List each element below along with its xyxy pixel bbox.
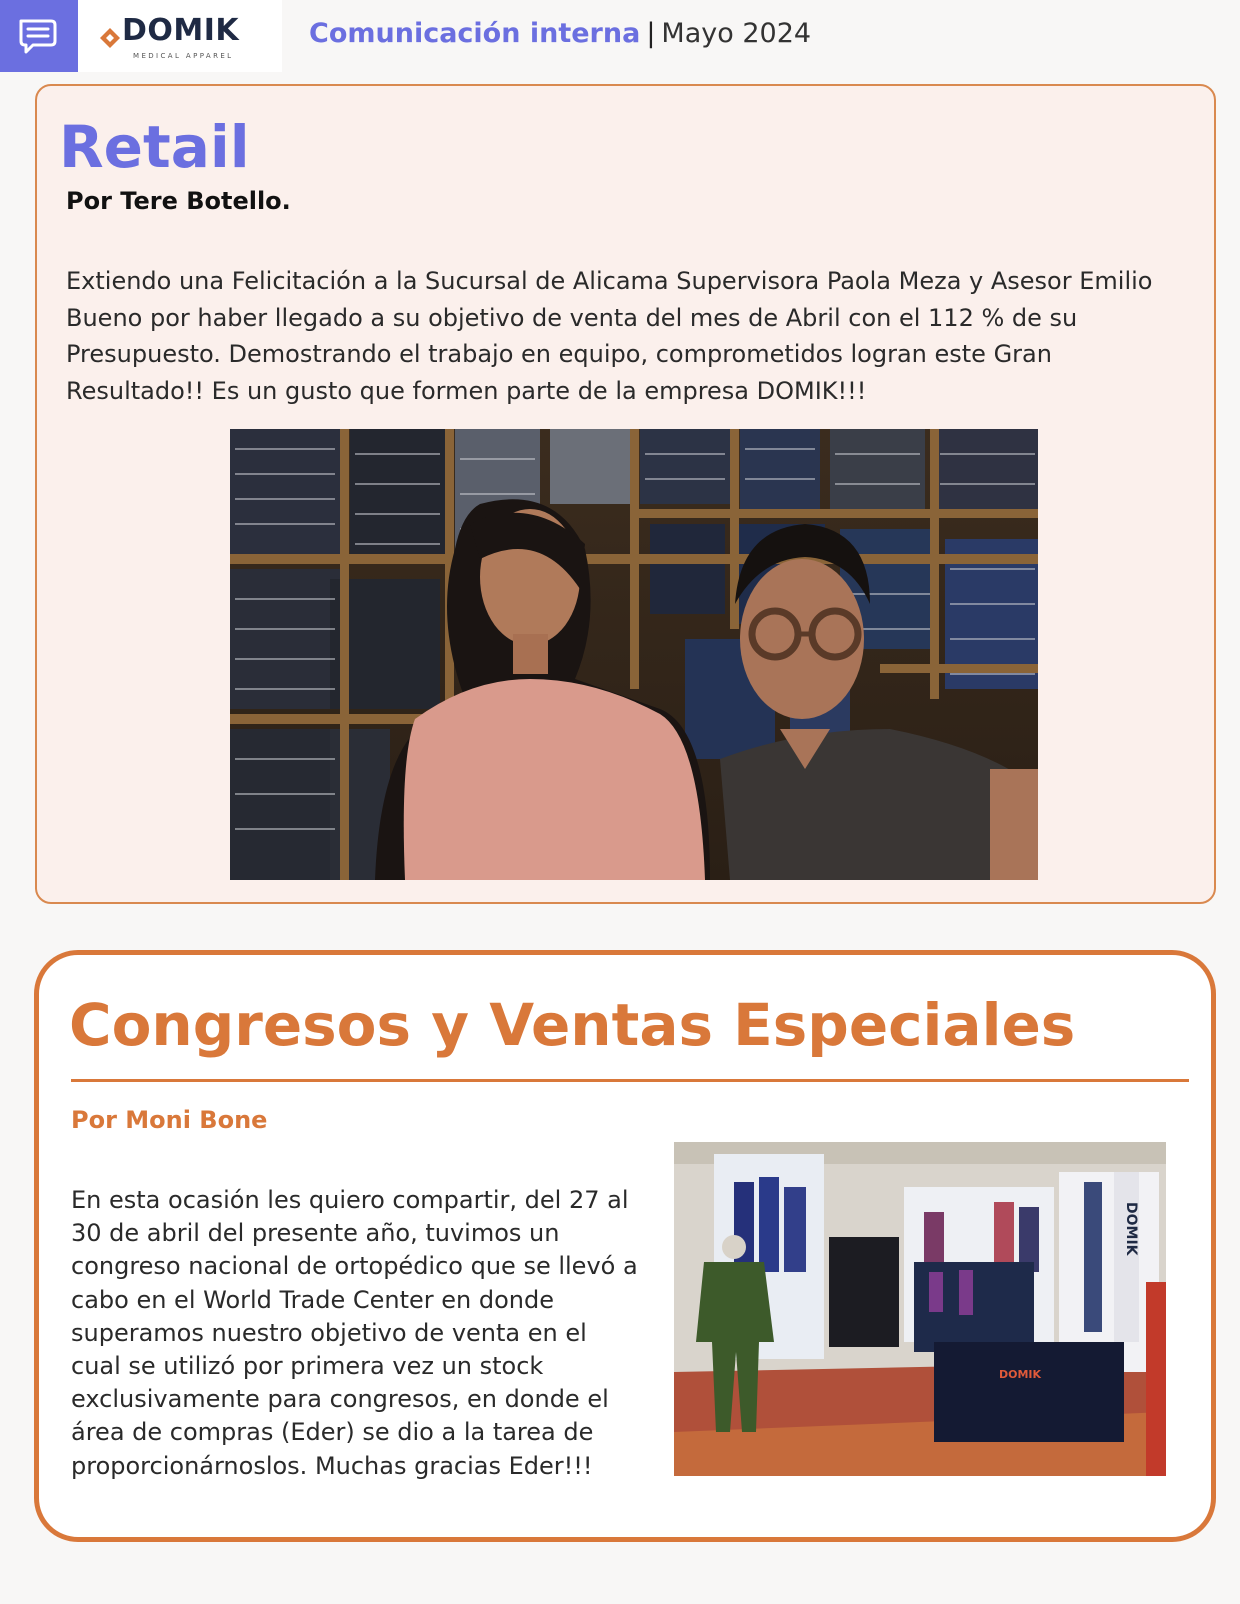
title-separator: |	[646, 18, 656, 49]
congresos-title: Congresos y Ventas Especiales	[69, 991, 1076, 1059]
page-title	[309, 16, 811, 52]
congresos-body: En esta ocasión les quiero compartir, del 27 al 30 de abril del presente año, tuvimos un congreso nacional de ortopédico que se llevó a cabo en el World Trade Center en donde superamos nuestro objetivo de venta en el cual se utilizó por primera vez un stock exclusivamente para congresos, en donde el área de compras (Eder) se dio a la tarea de proporcionárnoslos. Muchas gracias Eder!!!	[71, 1186, 638, 1480]
expo-booth-photo	[674, 1142, 1166, 1476]
team-photo	[230, 429, 1038, 880]
logo-subtext: MEDICAL APPAREL	[133, 52, 234, 60]
company-logo	[78, 0, 282, 72]
logo-diamond-icon	[99, 27, 121, 49]
issue-date: Mayo 2024	[661, 18, 812, 49]
retail-title: Retail	[59, 113, 250, 181]
title-divider	[71, 1079, 1189, 1082]
section-name: Comunicación interna	[309, 18, 641, 49]
logo-text: DOMIK	[122, 13, 240, 48]
table-logo: DOMIK	[999, 1368, 1042, 1381]
booth-banner-logo: DOMIK	[1123, 1202, 1139, 1256]
retail-body: Extiendo una Felicitación a la Sucursal de Alicama Supervisora Paola Meza y Asesor Emilio Bueno por haber llegado a su objetivo de venta del mes de Abril con el 112 % de su Presupuesto. Demostrando el trabajo en equipo, comprometidos logran este Gran Resultado!! Es un gusto que formen parte de la empresa DOMIK!!!	[66, 267, 1153, 405]
retail-card	[35, 84, 1216, 904]
congresos-author: Por Moni Bone	[71, 1106, 268, 1134]
congresos-card	[34, 950, 1216, 1542]
retail-author: Por Tere Botello.	[66, 187, 291, 215]
chat-bubbles-icon	[0, 0, 78, 72]
